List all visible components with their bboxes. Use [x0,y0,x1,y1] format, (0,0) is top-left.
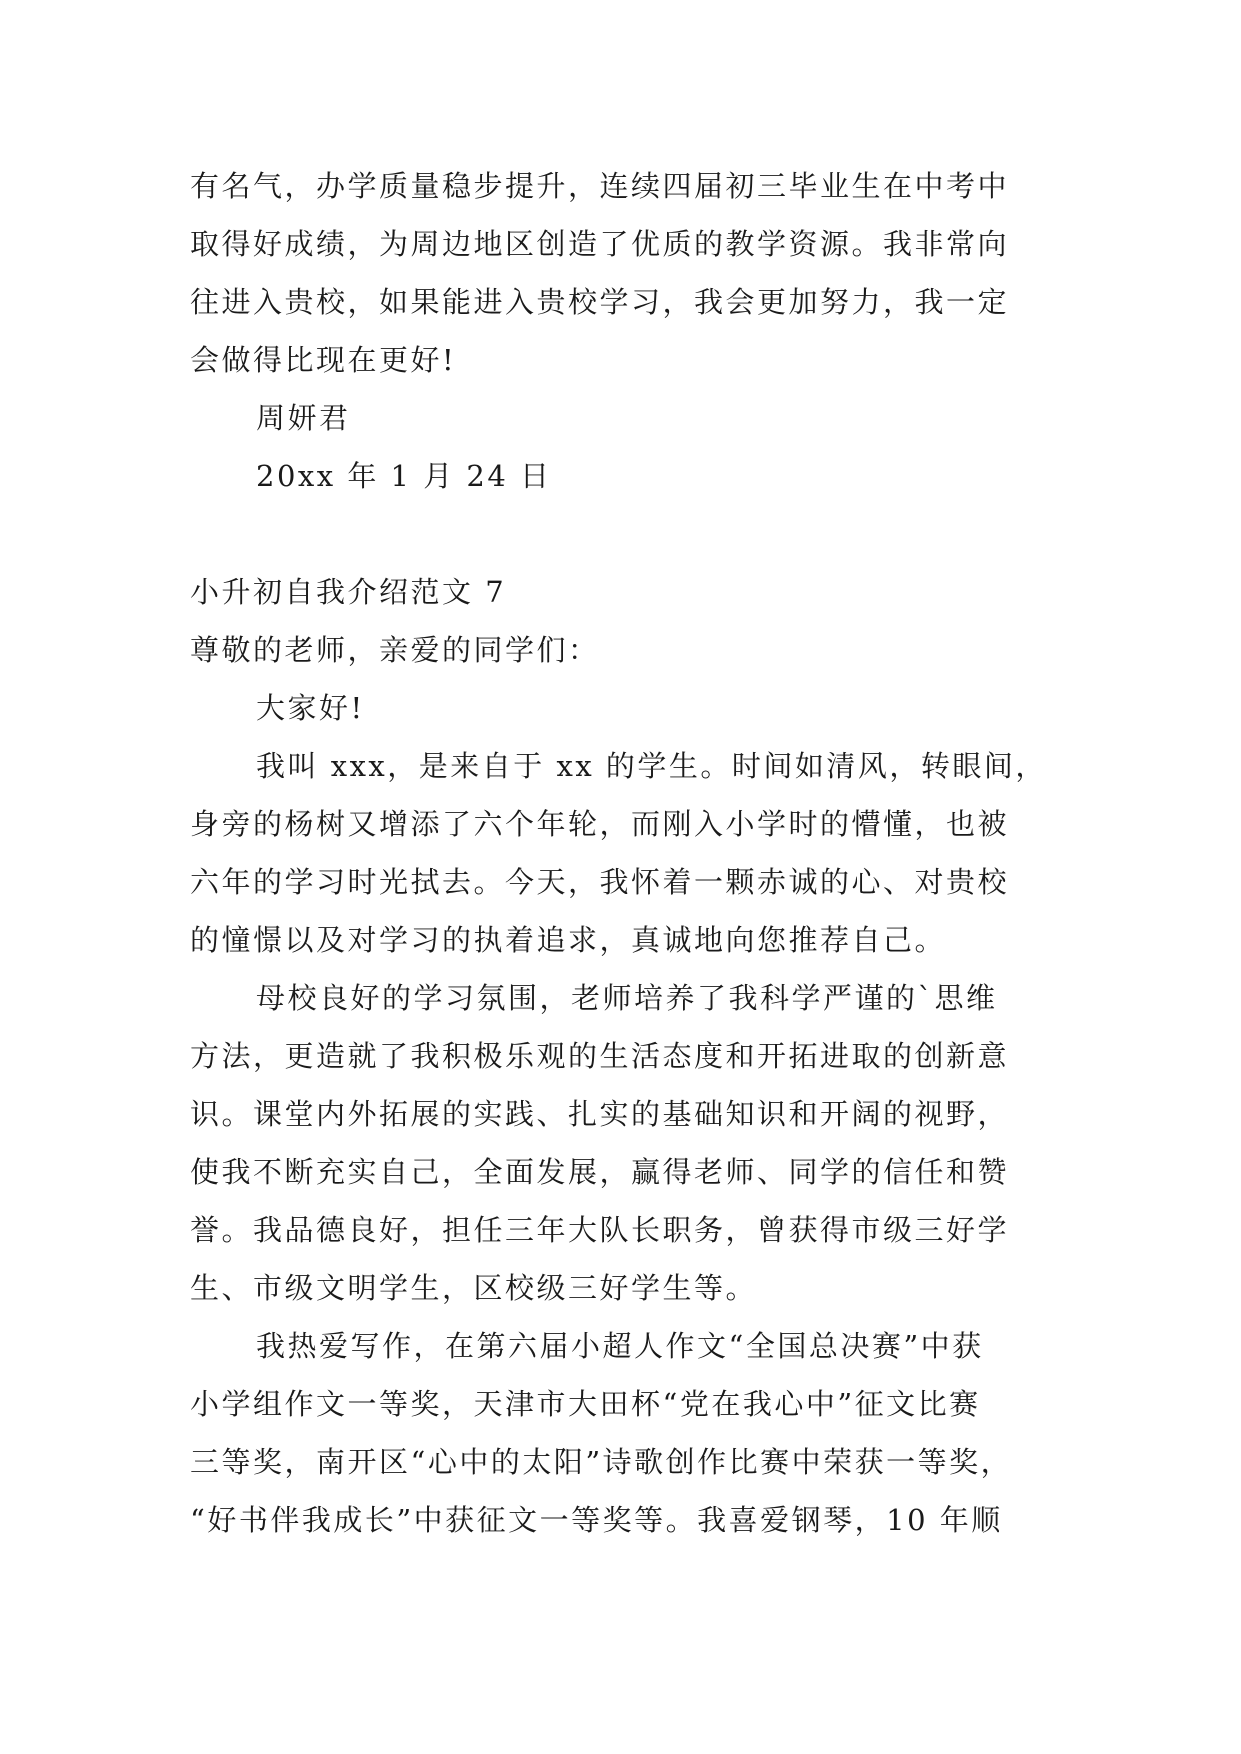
text-line: 生、市级文明学生，区校级三好学生等。 [190,1271,758,1305]
text-line: 的憧憬以及对学习的执着追求，真诚地向您推荐自己。 [190,923,947,957]
signature-name: 周妍君 [256,401,351,435]
text-line: 往进入贵校，如果能进入贵校学习，我会更加努力，我一定 [190,285,1010,319]
text-line: 我热爱写作，在第六届小超人作文“全国总决赛”中获 [256,1329,984,1363]
text-line: 方法，更造就了我积极乐观的生活态度和开拓进取的创新意 [190,1039,1010,1073]
text-line: 会做得比现在更好! [190,343,457,377]
greeting: 大家好! [256,691,365,725]
signature-date: 20xx 年 1 月 24 日 [256,459,552,493]
text-line: 三等奖，南开区“心中的太阳”诗歌创作比赛中荣获一等奖， [190,1445,1013,1479]
text-line: 誉。我品德良好，担任三年大队长职务，曾获得市级三好学 [190,1213,1010,1247]
text-line: “好书伴我成长”中获征文一等奖等。我喜爱钢琴，10 年顺 [190,1503,1003,1537]
text-line: 小学组作文一等奖，天津市大田杯“党在我心中”征文比赛 [190,1387,981,1421]
text-line: 六年的学习时光拭去。今天，我怀着一颗赤诚的心、对贵校 [190,865,1010,899]
text-line: 我叫 xxx，是来自于 xx 的学生。时间如清风，转眼间， [256,749,1047,783]
section-heading: 小升初自我介绍范文 7 [190,575,507,609]
text-line: 使我不断充实自己，全面发展，赢得老师、同学的信任和赞 [190,1155,1010,1189]
text-line: 取得好成绩，为周边地区创造了优质的教学资源。我非常向 [190,227,1010,261]
text-line: 有名气，办学质量稳步提升，连续四届初三毕业生在中考中 [190,169,1010,203]
text-line: 母校良好的学习氛围，老师培养了我科学严谨的`思维 [256,981,998,1015]
salutation: 尊敬的老师，亲爱的同学们： [190,633,600,667]
text-line: 身旁的杨树又增添了六个年轮，而刚入小学时的懵懂，也被 [190,807,1010,841]
text-line: 识。课堂内外拓展的实践、扎实的基础知识和开阔的视野， [190,1097,1010,1131]
